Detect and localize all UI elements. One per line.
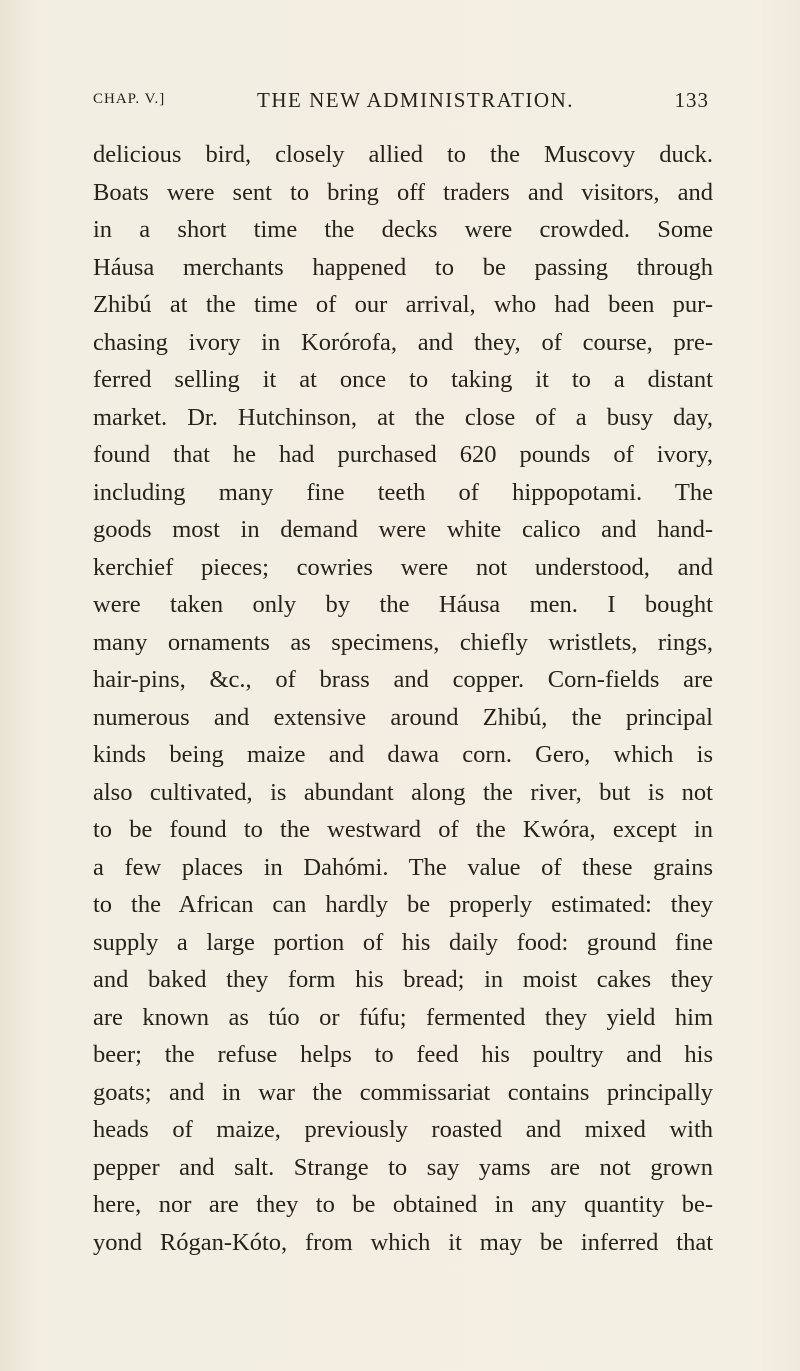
page-number: 133 [674, 88, 709, 112]
text-line: many ornaments as specimens, chiefly wristlets, rings, [93, 628, 713, 656]
text-line: Zhibú at the time of our arrival, who had been pur- [93, 291, 713, 318]
body-text [93, 136, 713, 1261]
text-line: Háusa merchants happened to be passing through [93, 253, 713, 281]
text-line: in a short time the decks were crowded. Some [93, 216, 713, 243]
text-line: are known as túo or fúfu; fermented they yield him [93, 1003, 713, 1031]
text-line: found that he had purchased 620 pounds of ivory, [93, 441, 713, 468]
text-line: goats; and in war the commissariat contains principally [93, 1078, 713, 1106]
text-line: beer; the refuse helps to feed his poultry and his [93, 1041, 713, 1068]
text-line: Boats were sent to bring off traders and visitors, and [93, 178, 713, 206]
text-line: here, nor are they to be obtained in any quantity be- [93, 1191, 713, 1218]
text-line: also cultivated, is abundant along the river, but is not [93, 778, 713, 806]
text-line: market. Dr. Hutchinson, at the close of a busy day, [93, 403, 713, 431]
text-line: including many fine teeth of hippopotami. The [93, 478, 713, 506]
text-line: chasing ivory in Korórofa, and they, of course, pre- [93, 328, 713, 356]
text-line: goods most in demand were white calico and hand- [93, 516, 713, 543]
text-line: to the African can hardly be properly estimated: they [93, 891, 713, 918]
text-line: yond Rógan-Kóto, from which it may be inferred that [93, 1228, 713, 1256]
text-line: supply a large portion of his daily food: ground fine [93, 928, 713, 956]
text-line: and baked they form his bread; in moist cakes they [93, 966, 713, 993]
text-line: were taken only by the Háusa men. I bought [93, 591, 713, 618]
running-header [93, 88, 709, 118]
text-line: ferred selling it at once to taking it to a distant [93, 366, 713, 393]
text-line: a few places in Dahómi. The value of these grains [93, 853, 713, 881]
text-line: heads of maize, previously roasted and mixed with [93, 1116, 713, 1143]
chapter-label: CHAP. V.] [93, 91, 166, 107]
text-line: numerous and extensive around Zhibú, the principal [93, 703, 713, 731]
running-title: THE NEW ADMINISTRATION. [257, 88, 575, 112]
text-line: kinds being maize and dawa corn. Gero, which is [93, 741, 713, 768]
text-line: pepper and salt. Strange to say yams are not grown [93, 1153, 713, 1181]
text-line: kerchief pieces; cowries were not understood, and [93, 553, 713, 581]
text-line: delicious bird, closely allied to the Muscovy duck. [93, 141, 713, 168]
text-line: to be found to the westward of the Kwóra, except in [93, 816, 713, 843]
text-line: hair-pins, &c., of brass and copper. Corn-fields are [93, 666, 713, 693]
